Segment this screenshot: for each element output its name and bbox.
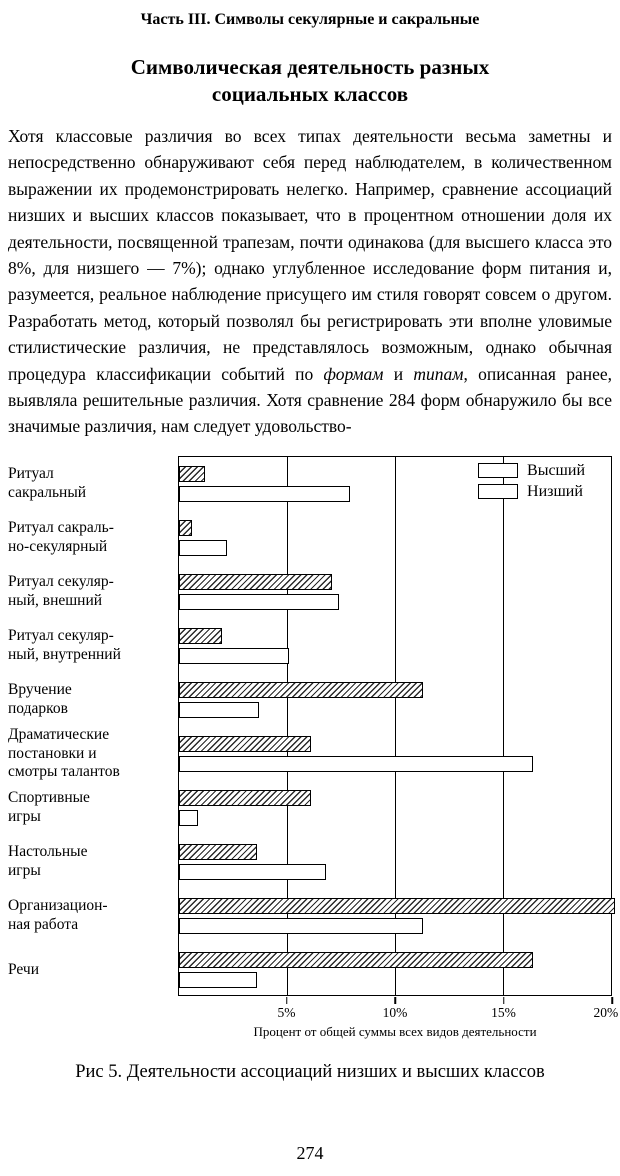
category-label: Организацион- ная работа: [8, 897, 108, 933]
x-tick-mark: [286, 997, 288, 1004]
body-segment: , описанная ранее, выявляла решительные различия. Хотя сравнение 284 форм обнаружило бы все значимые различия, нам следует удовольство-: [8, 363, 612, 437]
bar-lower-class: [179, 486, 350, 502]
bar-upper-class: [179, 844, 257, 860]
bar-row: [179, 889, 611, 943]
page-number: 274: [296, 1143, 324, 1163]
bar-row: [179, 511, 611, 565]
category-label: Драматические постановки и смотры талантов: [8, 726, 120, 781]
x-tick-mark: [611, 997, 613, 1004]
x-tick-mark: [503, 997, 505, 1004]
section-title: [8, 54, 612, 108]
category-label: Ритуал секуляр- ный, внешний: [8, 573, 114, 609]
x-tick-mark: [394, 997, 396, 1004]
bar-lower-class: [179, 864, 326, 880]
body-paragraph: [8, 123, 612, 440]
body-italic-word: формам: [323, 363, 384, 384]
section-title-line2: социальных классов: [211, 82, 409, 106]
bar-row: [179, 673, 611, 727]
bar-lower-class: [179, 540, 227, 556]
bar-row: [179, 565, 611, 619]
bar-lower-class: [179, 756, 533, 772]
bar-lower-class: [179, 702, 259, 718]
legend-entry-lower-class: [478, 484, 585, 500]
bar-upper-class: [179, 736, 311, 752]
body-segment: Хотя классовые различия во всех типах деятельности весьма заметны и непосредственно обнаруживают себя перед наблюдателем, в количественном выражении их продемонстрировать нелегко. Например, сравнение ассоциаций низших и высших классов показывает, что в процентном отношении доля их деятельности, посвященной трапезам, почти одинакова (для высшего класса это 8%, для низшего — 7%); однако углубленное исследование форм питания и, разумеется, реальное наблюдение присущего им стиля говорят совсем о другом. Разработать метод, который позволял бы регистрировать эти вполне уловимые стилистические различия, не представлялось возможным, однако обычная процедура классификации событий по: [8, 126, 612, 384]
legend-label-upper: Высший: [527, 461, 585, 479]
x-tick-label: 10%: [382, 1004, 408, 1020]
category-label: Ритуал секуляр- ный, внутренний: [8, 627, 121, 663]
figure-caption: Рис 5. Деятельности ассоциаций низших и высших классов: [75, 1061, 545, 1082]
legend-entry-upper-class: [478, 463, 585, 479]
category-label: Спортивные игры: [8, 789, 90, 825]
running-header: Часть III. Символы секулярные и сакральные: [140, 11, 480, 28]
bar-row: [179, 781, 611, 835]
category-label: Вручение подарков: [8, 681, 72, 717]
bar-upper-class: [179, 466, 205, 482]
x-tick-label: 20%: [593, 1004, 619, 1020]
bar-row: [179, 727, 611, 781]
bar-row: [179, 943, 611, 997]
legend-swatch-white: [478, 484, 518, 499]
plot-area: [178, 456, 612, 996]
category-label: Ритуал сакральный: [8, 465, 87, 501]
bar-lower-class: [179, 810, 198, 826]
x-tick-label: 5%: [277, 1004, 296, 1020]
chart-legend: [478, 463, 585, 500]
bar-lower-class: [179, 918, 423, 934]
category-labels-column: [8, 456, 178, 997]
category-label: Настольные игры: [8, 843, 88, 879]
x-axis: [178, 997, 619, 1023]
bar-upper-class: [179, 682, 423, 698]
bar-upper-class: [179, 520, 192, 536]
bar-upper-class: [179, 790, 311, 806]
bar-lower-class: [179, 972, 257, 988]
x-axis-title: Процент от общей суммы всех видов деятельности: [253, 1023, 537, 1039]
legend-label-lower: Низший: [527, 482, 583, 500]
x-tick-label: 15%: [491, 1004, 516, 1020]
bar-upper-class: [179, 574, 332, 590]
body-italic-word: типам: [413, 363, 464, 384]
body-segment: и: [383, 363, 414, 384]
category-label: Ритуал сакраль- но-секулярный: [8, 519, 114, 555]
category-label: Речи: [8, 960, 39, 978]
bar-lower-class: [179, 594, 339, 610]
bar-row: [179, 619, 611, 673]
bar-upper-class: [179, 952, 533, 968]
section-title-line1: Символическая деятельность разных: [130, 55, 490, 79]
bar-upper-class: [179, 898, 615, 914]
bar-row: [179, 835, 611, 889]
bar-lower-class: [179, 648, 289, 664]
legend-swatch-hatched: [478, 463, 518, 478]
bar-chart: [8, 456, 612, 997]
bar-upper-class: [179, 628, 222, 644]
